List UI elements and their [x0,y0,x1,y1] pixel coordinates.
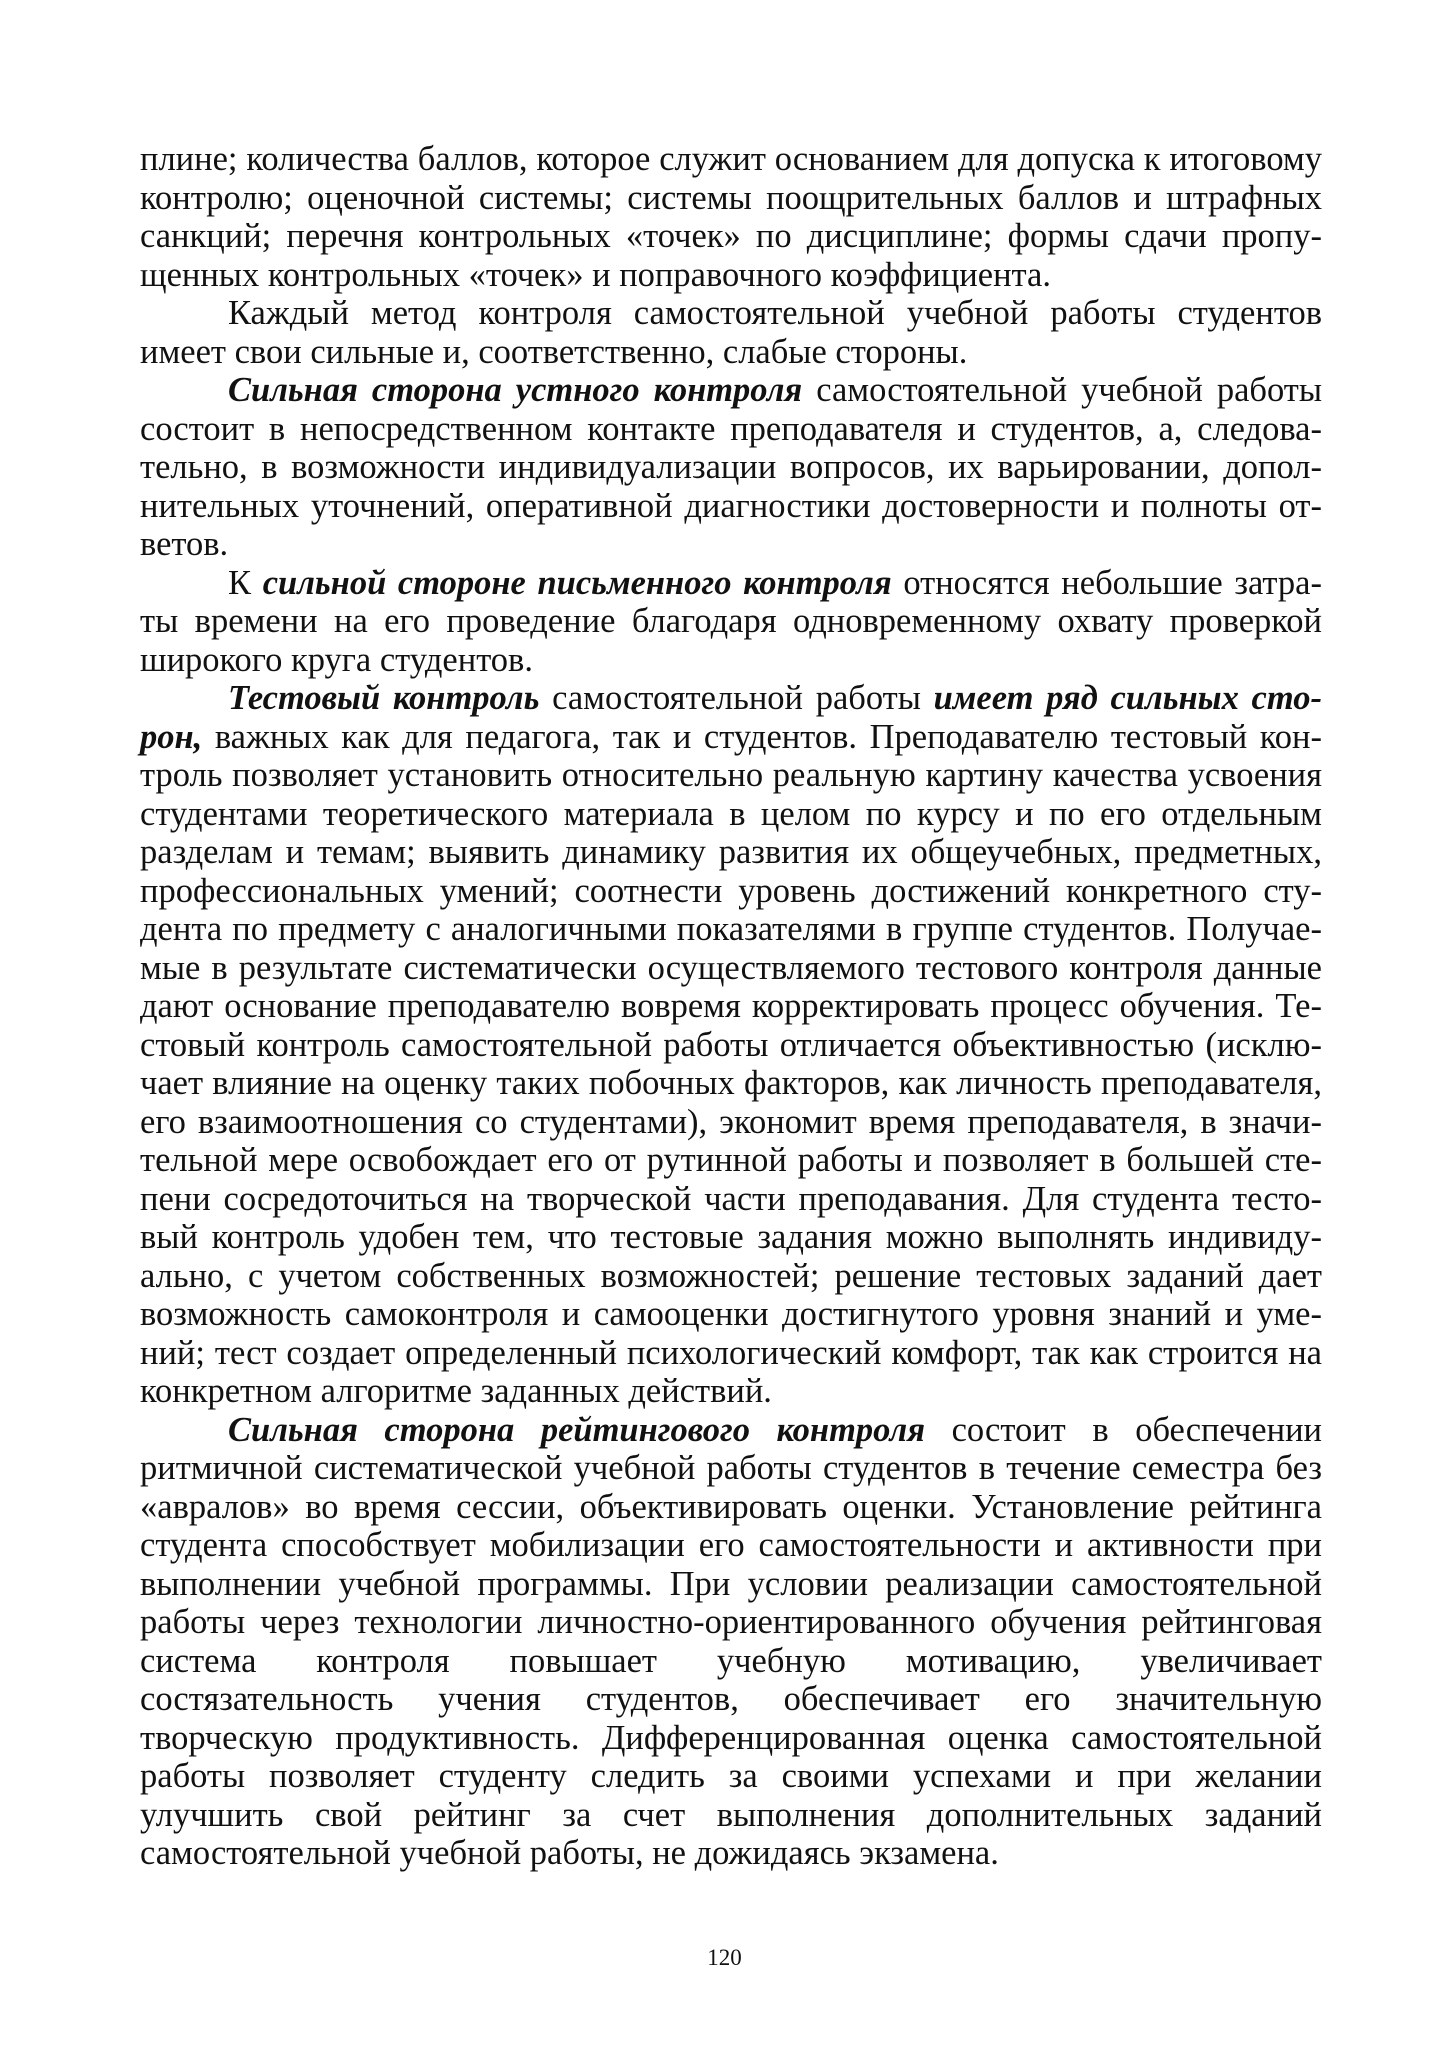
paragraph-continuation [140,140,1322,294]
paragraph-text: самостоятельной учебной работы состоит в непосредственном контакте преподавателя и студентов, а, следовательно, в возможности индивидуализации вопросов, их варьировании, дополнительных уточнений, оперативной диагностики достоверности и полноты ответов. [140,371,1322,563]
paragraph-rating-control [140,1411,1322,1873]
paragraph-lead: К [228,563,263,602]
paragraph-text: относятся небольшие затраты времени на его проведение благодаря одновременному охвату проверкой широкого круга студентов. [140,563,1322,679]
emphasis-term-secondary: имеет ряд сильных сторон, [140,679,1322,756]
paragraph-middle: самостоятельной работы [539,679,934,717]
paragraph-text: состоит в обеспечении ритмичной систематической учебной работы студентов в течение семестра без «авралов» во время сессии, объективировать оценки. Установление рейтинга студента способствует мобилизации его самостоятельности и активности при выполнении учебной программы. При условии реализации самостоятельной работы через технологии личностно-ориентированного обучения рейтинговая система контроля повышает учебную мотивацию, увеличивает состязательность учения студентов, обеспечивает его значительную творческую продуктивность. Дифференцированная оценка самостоятельной работы позволяет студенту следить за своими успехами и при желании улучшить свой рейтинг за счет выполнения дополнительных заданий самостоятельной учебной работы, не дожидаясь экзамена. [140,1410,1322,1872]
paragraph-oral-control [140,371,1322,564]
emphasis-term: Сильная сторона рейтингового контроля [228,1410,926,1449]
paragraph-test-control [140,679,1322,1411]
emphasis-term: Тестовый контроль [228,679,540,717]
paragraph-text: важных как для педагога, так и студентов. Преподавателю тестовый контроль позволяет установить относительно реальную картину качества усвоения студентами теоретического материала в целом по курсу и по его отдельным разделам и темам; выявить динамику развития их общеучебных, предметных, профессиональных умений; соотнести уровень достижений конкретного студента по предмету с аналогичными показателями в группе студентов. Получаемые в результате систематически осуществляемого тестового контроля данные дают основание преподавателю вовремя корректировать процесс обучения. Тестовый контроль самостоятельной работы отличается объективностью (исключает влияние на оценку таких побочных факторов, как личность преподавателя, его взаимоотношения со студентами), экономит время преподавателя, в значительной мере освобождает его от рутинной работы и позволяет в большей степени сосредоточиться на творческой части преподавания. Для студента тестовый контроль удобен тем, что тестовые задания можно выполнять индивидуально, с учетом собственных возможностей; решение тестовых заданий дает возможность самоконтроля и самооценки достигнутого уровня знаний и умений; тест создает определенный психологический комфорт, так как строится на конкретном алгоритме заданных действий. [140,717,1322,1410]
paragraph-text: Каждый метод контроля самостоятельной учебной работы студентов имеет свои сильные и, соответственно, слабые стороны. [140,294,1322,371]
emphasis-term: сильной стороне письменного контроля [262,563,892,602]
paragraph-text: плине; количества баллов, которое служит основанием для допуска к итоговому контролю; оценочной системы; системы поощрительных баллов и штрафных санкций; перечня контрольных «точек» по дисциплине; формы сдачи пропущенных контрольных «точек» и поправочного коэффициента. [140,140,1322,294]
page-number: 120 [707,1945,742,1970]
paragraph-written-control [140,564,1322,680]
document-page [140,140,1322,1873]
emphasis-term: Сильная сторона устного контроля [228,371,803,409]
paragraph-methods-intro [140,294,1322,371]
